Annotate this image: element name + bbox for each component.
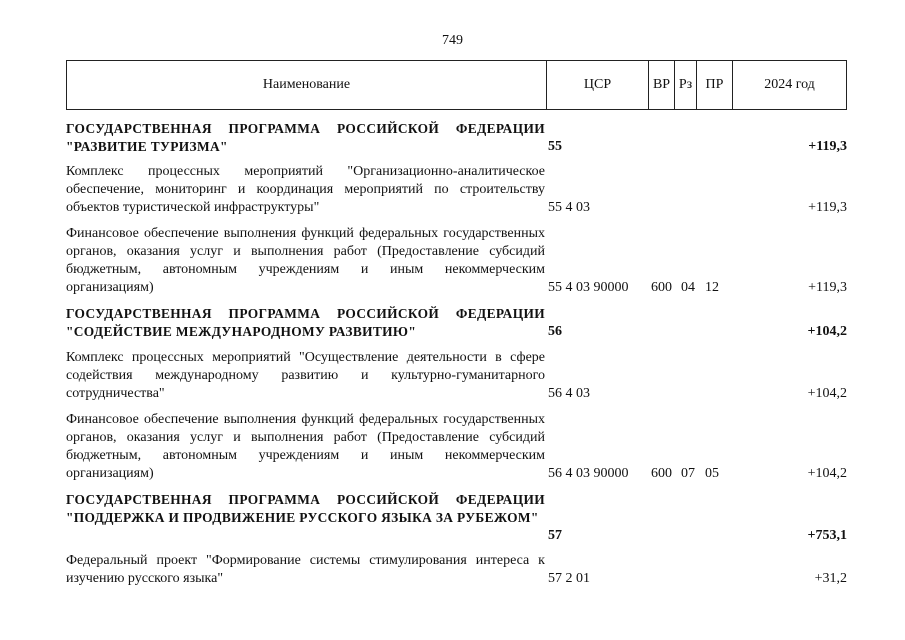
row-name: Комплекс процессных мероприятий "Организационно-аналитическое обеспечение, мониторинг и координация мероприятий по строительству объектов туристической инфраструктуры" <box>66 164 545 215</box>
row-name: Финансовое обеспечение выполнения функций федеральных государственных органов, оказания услуг и выполнения работ (Предоставление субсидий бюджетным, автономным учреждениям и иным некоммерческим организациям) <box>66 226 545 295</box>
header-csr: ЦСР <box>583 77 612 92</box>
row-csr: 55 <box>548 139 562 154</box>
row-value: +119,3 <box>808 139 847 154</box>
table-header <box>66 60 847 110</box>
row-name: ГОСУДАРСТВЕННАЯ ПРОГРАММА РОССИЙСКОЙ ФЕДЕРАЦИИ "ПОДДЕРЖКА И ПРОДВИЖЕНИЕ РУССКОГО ЯЗЫКА ЗА РУБЕЖОМ" <box>66 492 545 525</box>
row-name: Комплекс процессных мероприятий "Осуществление деятельности в сфере содействия международному развитию и культурно-гуманитарного сотрудничества" <box>66 350 545 401</box>
header-year: 2024 год <box>764 77 815 92</box>
row-pr: 05 <box>705 466 719 481</box>
page-number: 749 <box>442 33 463 48</box>
row-pr: 12 <box>705 280 719 295</box>
row-vr: 600 <box>651 466 672 481</box>
row-value: +104,2 <box>807 466 847 481</box>
row-rz: 07 <box>681 466 695 481</box>
header-rz: Рз <box>678 77 693 92</box>
row-value: +104,2 <box>807 386 847 401</box>
header-pr: ПР <box>705 77 724 92</box>
row-rz: 04 <box>681 280 695 295</box>
row-value: +119,3 <box>808 200 847 215</box>
row-csr: 56 4 03 <box>548 386 590 401</box>
row-csr: 57 2 01 <box>548 571 590 586</box>
header-name: Наименование <box>262 77 351 92</box>
row-value: +31,2 <box>814 571 847 586</box>
row-name: Федеральный проект "Формирование системы стимулирования интереса к изучению русского языка" <box>66 553 545 586</box>
row-name: Финансовое обеспечение выполнения функций федеральных государственных органов, оказания услуг и выполнения работ (Предоставление субсидий бюджетным, автономным учреждениям и иным некоммерческим организациям) <box>66 412 545 481</box>
row-value: +104,2 <box>807 324 847 339</box>
row-name: ГОСУДАРСТВЕННАЯ ПРОГРАММА РОССИЙСКОЙ ФЕДЕРАЦИИ "РАЗВИТИЕ ТУРИЗМА" <box>66 121 545 154</box>
row-value: +119,3 <box>808 280 847 295</box>
row-csr: 55 4 03 90000 <box>548 280 629 295</box>
row-vr: 600 <box>651 280 672 295</box>
row-csr: 57 <box>548 528 562 543</box>
row-csr: 55 4 03 <box>548 200 590 215</box>
header-vr: ВР <box>652 77 671 92</box>
row-value: +753,1 <box>807 528 847 543</box>
row-name: ГОСУДАРСТВЕННАЯ ПРОГРАММА РОССИЙСКОЙ ФЕДЕРАЦИИ "СОДЕЙСТВИЕ МЕЖДУНАРОДНОМУ РАЗВИТИЮ" <box>66 306 545 339</box>
row-csr: 56 4 03 90000 <box>548 466 629 481</box>
row-csr: 56 <box>548 324 562 339</box>
